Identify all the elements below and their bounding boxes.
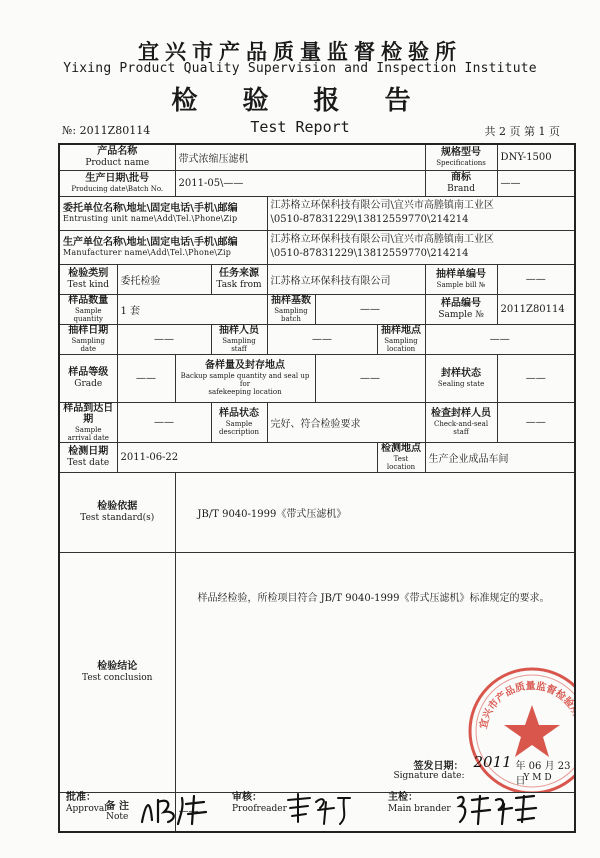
page-info: 共 2 页 第 1 页 [484,125,560,138]
signature-footer [0,792,600,852]
row-test-kind [59,264,575,294]
label-entrusting: 委托单位名称\地址\固定电话\手机\邮编 Entrusting unit name\Add\Tel.\Phone\Zip [59,196,267,230]
svg-text:宜兴市产品质量监督检验所 [476,678,582,730]
value-test-date: 2011-06-22 [117,442,377,472]
value-sealing: —— [497,354,575,402]
proofreader-label: 审核： Proofreader [232,792,287,814]
stamp-text: 宜兴市产品质量监督检验所 [477,680,582,730]
signature-date-label-en: Signature date: [393,770,465,781]
label-task-from: 任务来源 Task from [211,264,267,294]
label-test-date: 检测日期 Test date [59,442,117,472]
label-sampling-staff: 抽样人员 Sampling staff [211,324,267,354]
label-brand: 商标 Brand [425,170,497,196]
row-sampling-date [59,324,575,354]
label-note: 备 注 Note [59,792,175,832]
row-test-standard [59,472,575,552]
value-test-kind: 委托检验 [117,264,211,294]
value-manufacturer: 江苏格立环保科技有限公司\宜兴市高塍镇南工业区 \0510-87831229\13812559770\214214 [267,230,575,264]
value-conclusion: 样品经检验，所检项目符合 JB/T 9040-1999《带式压滤机》标准规定的要求。 [197,592,550,604]
label-sealing: 封样状态 Sealing state [425,354,497,402]
label-spec: 规格型号 Specifications [425,144,497,170]
label-product-name: 产品名称 Product name [59,144,175,170]
approval-label: 批准： Approval [66,792,108,814]
label-producing-date: 生产日期\批号 Producing date\Batch No. [59,170,175,196]
value-test-standard: JB/T 9040-1999《带式压滤机》 [175,472,575,552]
value-backup: —— [315,354,425,402]
main-brander-signature [454,792,540,828]
value-sample-desc: 完好、符合检验要求 [267,402,425,442]
value-spec: DNY-1500 [497,144,575,170]
value-sample-no: 2011Z80114 [497,294,575,324]
row-producing-date [59,170,575,196]
row-manufacturer [59,230,575,264]
label-sample-qty: 样品数量 Sample quantity [59,294,117,324]
approval-signature [138,792,216,828]
label-sampling-location: 抽样地点 Sampling location [377,324,425,354]
value-checker: —— [497,402,575,442]
report-form-table [58,143,582,833]
label-manufacturer: 生产单位名称\地址\固定电话\手机\邮编 Manufacturer name\Add\Tel.\Phone\Zip [59,230,267,264]
label-test-standard: 检验依据 Test standard(s) [59,472,175,552]
label-sampling-date: 抽样日期 Sampling date [59,324,117,354]
signature-date-month-day: 年 06 月 23 日 [515,760,571,787]
label-sample-no: 样品编号 Sample № [425,294,497,324]
value-note: —— [175,792,575,832]
value-task-from: 江苏格立环保科技有限公司 [267,264,425,294]
value-sampling-staff: —— [267,324,377,354]
value-sampling-date: —— [117,324,211,354]
label-checker: 检查封样人员 Check-and-seal staff [425,402,497,442]
value-producing-date: 2011-05\—— [175,170,425,196]
main-brander-label: 主检： Main brander [388,792,451,814]
value-grade: —— [117,354,175,402]
value-product-name: 带式浓缩压滤机 [175,144,425,170]
value-sampling-location: —— [425,324,575,354]
label-test-kind: 检验类别 Test kind [59,264,117,294]
report-number: №: 2011Z80114 [62,124,151,137]
label-arrival: 样品到达日期 Sample arrival date [59,402,117,442]
signature-date-ymd-en: Y M D [523,772,552,783]
row-test-date [59,442,575,472]
row-conclusion [59,552,575,792]
label-sampling-base: 抽样基数 Sampling batch [267,294,315,324]
institute-name-cn: 宜兴市产品质量监督检验所 [138,39,462,64]
value-brand: —— [497,170,575,196]
row-product-name [59,144,575,170]
handwritten-year: 2011 [473,752,512,771]
row-arrival [59,402,575,442]
report-title-en: Test Report [250,118,350,136]
institute-name-en: Yixing Product Quality Supervision and Inspection Institute [63,61,537,76]
label-grade: 样品等级 Grade [59,354,117,402]
proofreader-signature [284,792,354,826]
signature-date-label-cn: 签发日期： [413,760,464,772]
row-sample-qty [59,294,575,324]
report-title-cn: 检 验 报 告 [171,86,429,116]
label-sample-desc: 样品状态 Sample description [211,402,267,442]
row-entrusting [59,196,575,230]
value-sample-bill: —— [497,264,575,294]
label-conclusion: 检验结论 Test conclusion [59,552,175,792]
label-sample-bill: 抽样单编号 Sample bill № [425,264,497,294]
value-sample-qty: 1 套 [117,294,267,324]
value-test-location: 生产企业成品车间 [425,442,575,472]
row-grade [59,354,575,402]
label-test-location: 检测地点 Test location [377,442,425,472]
conclusion-cell [175,552,582,792]
value-sampling-base: —— [315,294,425,324]
value-arrival: —— [117,402,211,442]
value-entrusting: 江苏格立环保科技有限公司\宜兴市高塍镇南工业区 \0510-87831229\13812559770\214214 [267,196,575,230]
label-backup: 备样量及封存地点 Backup sample quantity and seal up for safekeeping location [175,354,315,402]
